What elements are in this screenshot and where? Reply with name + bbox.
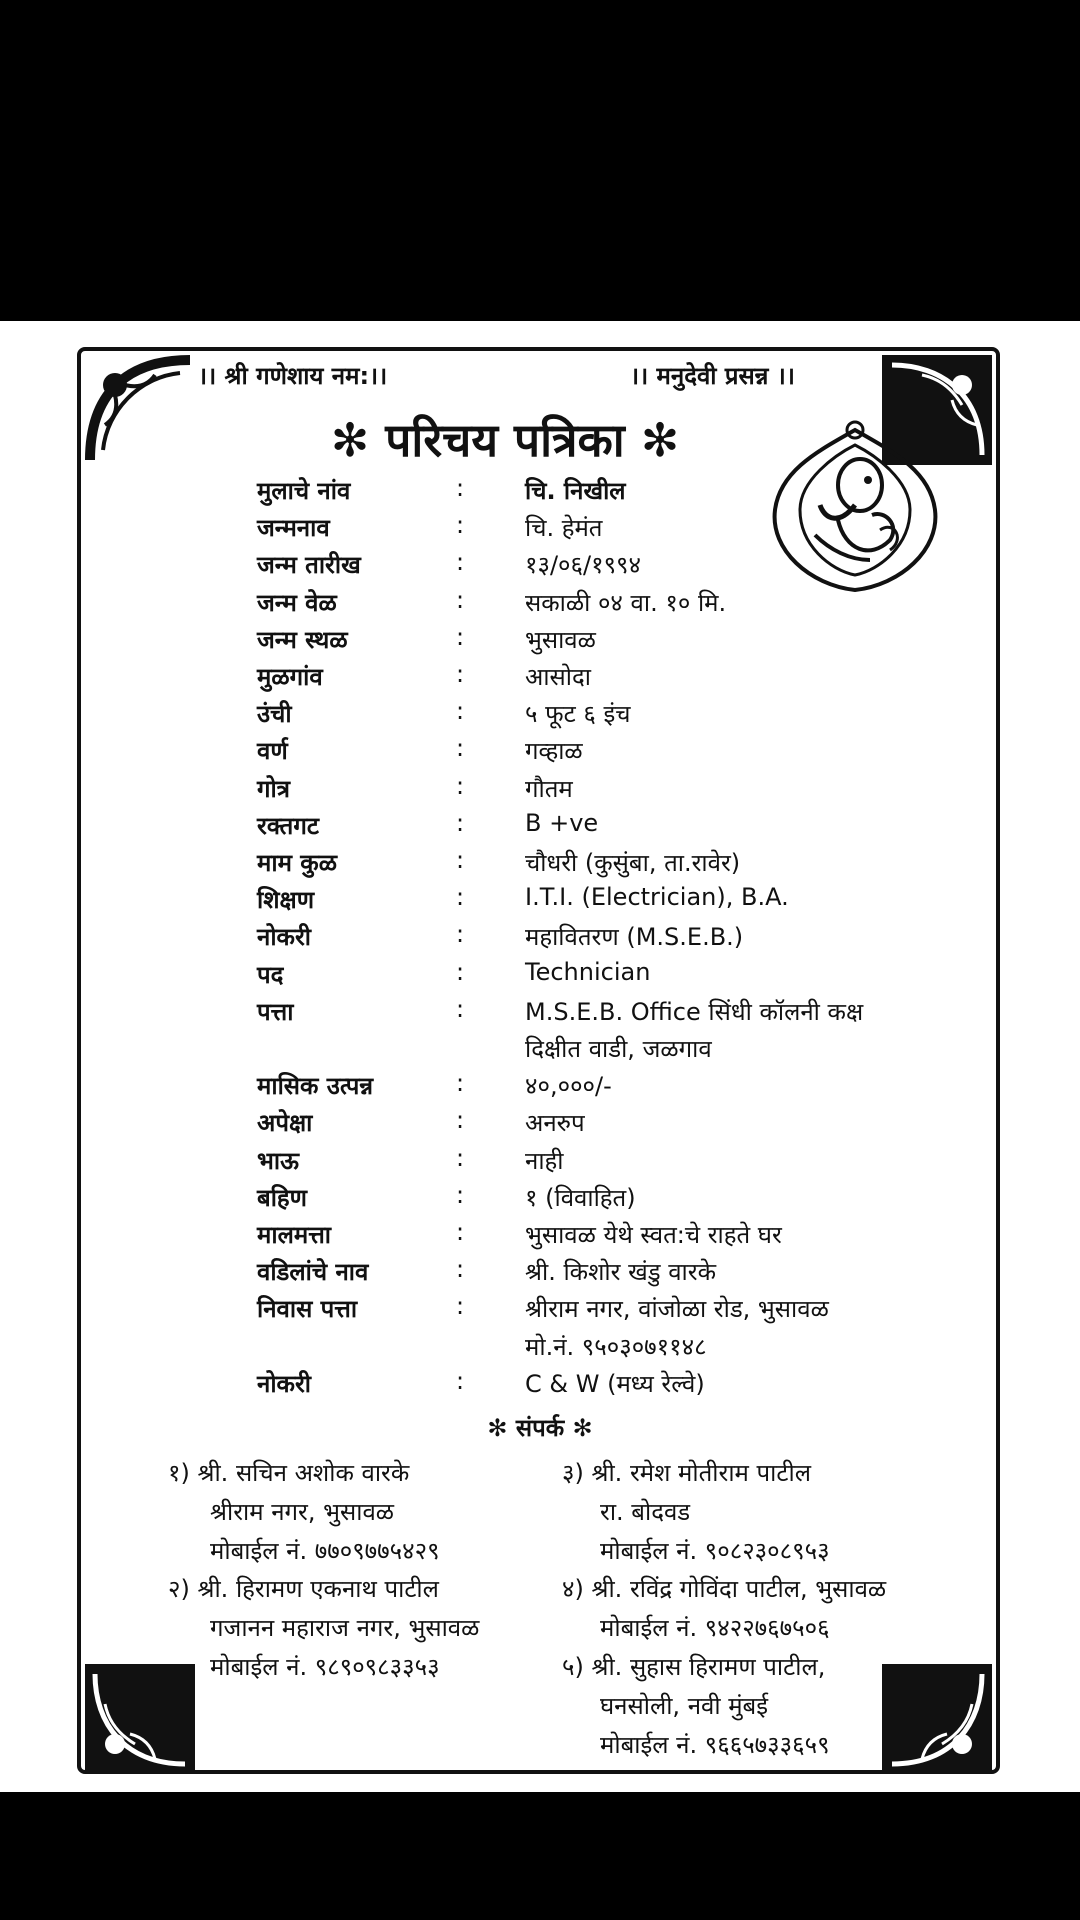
detail-label: नोकरी	[257, 923, 311, 952]
header-ganesh-invocation: ।। श्री गणेशाय नम:।।	[198, 362, 388, 390]
detail-colon: :	[456, 697, 465, 726]
ganesh-icon	[760, 410, 950, 600]
contact-detail: मोबाईल नं. ९६६५७३३६५९	[600, 1730, 830, 1759]
contact-detail: मोबाईल नं. ९८९०९८३३५३	[210, 1653, 440, 1681]
detail-label: माम कुळ	[257, 849, 337, 877]
detail-label: बहिण	[257, 1183, 308, 1212]
detail-label: नोकरी	[257, 1369, 311, 1398]
detail-colon: :	[456, 1106, 465, 1135]
detail-colon: :	[456, 1069, 465, 1098]
detail-colon: :	[456, 883, 465, 912]
detail-label: अपेक्षा	[257, 1109, 313, 1138]
detail-colon: :	[456, 994, 465, 1023]
detail-value: गव्हाळ	[525, 737, 583, 766]
detail-value: १ (विवाहित)	[525, 1183, 636, 1212]
detail-value: B +ve	[525, 808, 599, 837]
contact-name: ५) श्री. सुहास हिरामण पाटील,	[562, 1653, 826, 1681]
contact-detail: मोबाईल नं. ७७०९७७५४२९	[210, 1536, 440, 1565]
detail-label: भाऊ	[257, 1146, 299, 1175]
detail-label: शिक्षण	[257, 886, 315, 915]
detail-label: निवास पत्ता	[257, 1295, 358, 1324]
contact-heading: ✻ संपर्क ✻	[487, 1414, 593, 1442]
contact-detail: घनसोली, नवी मुंबई	[600, 1691, 769, 1720]
detail-label: मुळगांव	[257, 663, 323, 691]
detail-label: वडिलांचे नाव	[257, 1258, 369, 1287]
contact-name: २) श्री. हिरामण एकनाथ पाटील	[168, 1575, 439, 1604]
detail-colon: :	[456, 511, 465, 540]
page-title: ✻ परिचय पत्रिका ✻	[330, 413, 680, 467]
detail-colon: :	[456, 1180, 465, 1209]
contact-detail: रा. बोदवड	[600, 1497, 691, 1526]
detail-value: अनरुप	[525, 1109, 585, 1138]
detail-value: नाही	[525, 1146, 564, 1175]
detail-colon: :	[456, 474, 465, 502]
detail-label: मुलाचे नांव	[257, 477, 351, 505]
detail-label: पद	[257, 960, 284, 989]
detail-colon: :	[456, 957, 465, 986]
detail-label: पत्ता	[257, 997, 294, 1026]
detail-value: ४०,०००/-	[525, 1072, 612, 1101]
detail-colon: :	[456, 771, 465, 800]
detail-value: श्री. किशोर खंडु वारके	[525, 1258, 717, 1287]
detail-colon: :	[456, 1218, 465, 1246]
detail-value: C & W (मध्य रेल्वे)	[525, 1369, 705, 1398]
contact-name: १) श्री. सचिन अशोक वारके	[168, 1459, 410, 1487]
contact-detail: गजानन महाराज नगर, भुसावळ	[210, 1614, 480, 1643]
detail-colon: :	[456, 1292, 465, 1321]
contact-detail: मोबाईल नं. ९४२२७६७५०६	[600, 1614, 830, 1643]
detail-colon: :	[456, 920, 465, 949]
corner-ornament-bottom-left	[85, 1664, 195, 1774]
contact-name: ४) श्री. रविंद्र गोविंदा पाटील, भुसावळ	[562, 1575, 887, 1604]
detail-value-continued: मो.नं. ९५०३०७११४८	[525, 1332, 707, 1361]
detail-colon: :	[456, 1143, 465, 1172]
detail-value: गौतम	[525, 774, 573, 803]
detail-value: M.S.E.B. Office सिंधी कॉलनी कक्ष	[525, 997, 864, 1026]
detail-colon: :	[456, 1255, 465, 1284]
detail-label: जन्म स्थळ	[257, 625, 348, 654]
detail-value: आसोदा	[525, 663, 591, 691]
detail-colon: :	[456, 1366, 465, 1395]
detail-colon: :	[456, 808, 465, 837]
detail-value: महावितरण (M.S.E.B.)	[525, 923, 744, 952]
detail-colon: :	[456, 734, 465, 763]
detail-colon: :	[456, 846, 465, 874]
header-manudevi-invocation: ।। मनुदेवी प्रसन्न ।।	[630, 362, 795, 390]
detail-value: ५ फूट ६ इंच	[525, 700, 631, 729]
contact-detail: श्रीराम नगर, भुसावळ	[210, 1497, 395, 1526]
detail-label: वर्ण	[257, 737, 288, 766]
detail-label: जन्म वेळ	[257, 588, 337, 617]
detail-value: I.T.I. (Electrician), B.A.	[525, 883, 789, 912]
detail-value-continued: दिक्षीत वाडी, जळगाव	[525, 1035, 712, 1063]
detail-colon: :	[456, 585, 465, 614]
detail-value: चि. निखील	[525, 477, 626, 505]
detail-colon: :	[456, 548, 465, 577]
contact-detail: मोबाईल नं. ९०८२३०८९५३	[600, 1536, 830, 1565]
corner-ornament-bottom-right	[882, 1664, 992, 1774]
detail-label: रक्तगट	[257, 811, 319, 840]
detail-value: श्रीराम नगर, वांजोळा रोड, भुसावळ	[525, 1295, 829, 1324]
detail-label: जन्म तारीख	[257, 551, 361, 580]
contact-name: ३) श्री. रमेश मोतीराम पाटील	[562, 1459, 811, 1487]
detail-value: Technician	[525, 957, 651, 986]
detail-label: गोत्र	[257, 774, 290, 803]
detail-value: भुसावळ	[525, 625, 596, 654]
detail-label: उंची	[257, 700, 292, 729]
detail-label: जन्मनाव	[257, 514, 330, 543]
detail-colon: :	[456, 622, 465, 651]
detail-value: चौधरी (कुसुंबा, ता.रावेर)	[525, 849, 741, 877]
detail-label: मासिक उत्पन्न	[257, 1072, 374, 1101]
detail-value: भुसावळ येथे स्वत:चे राहते घर	[525, 1221, 782, 1249]
detail-value: १३/०६/१९९४	[525, 551, 642, 580]
detail-colon: :	[456, 660, 465, 688]
detail-label: मालमत्ता	[257, 1221, 331, 1249]
detail-value: चि. हेमंत	[525, 514, 603, 543]
detail-value: सकाळी ०४ वा. १० मि.	[525, 588, 727, 617]
